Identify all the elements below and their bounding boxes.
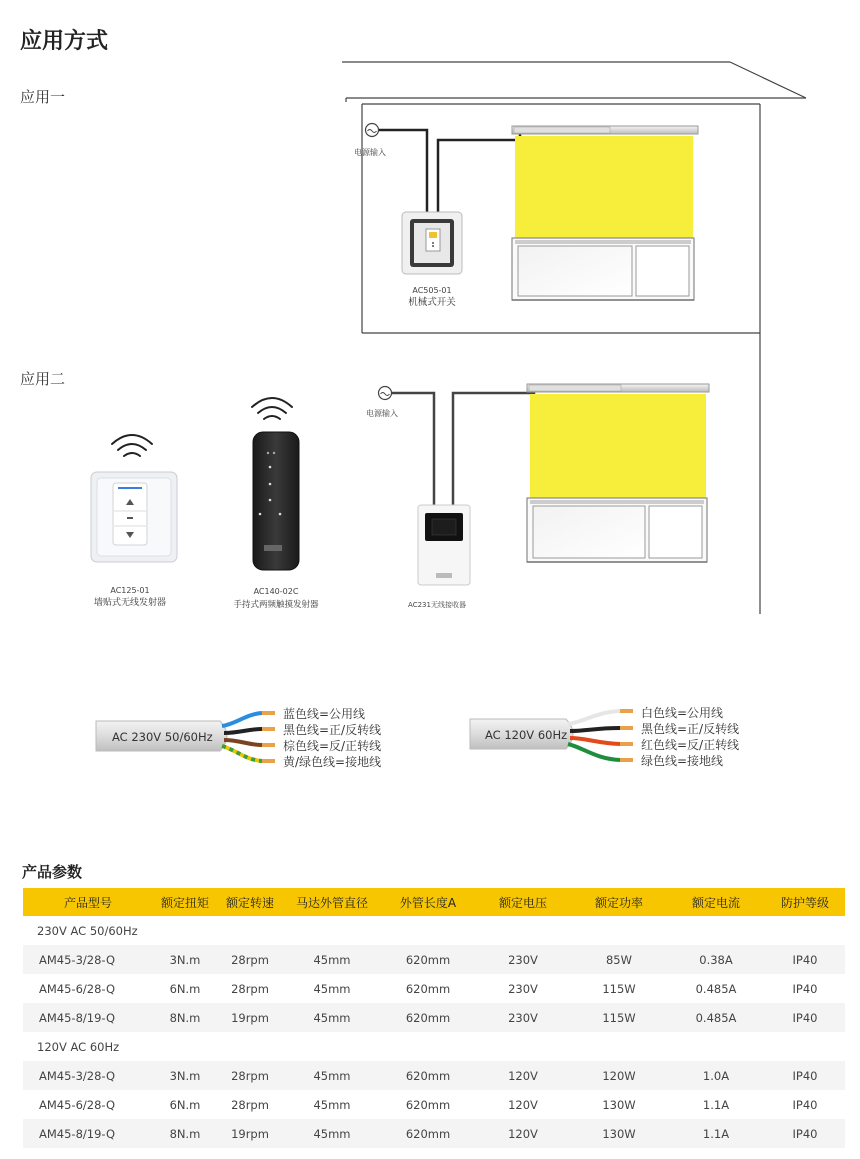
app1-wires bbox=[379, 130, 520, 212]
cell: 45mm bbox=[283, 945, 381, 974]
app2-power-symbol bbox=[379, 387, 392, 400]
cell: IP40 bbox=[765, 945, 845, 974]
cell: 45mm bbox=[283, 1061, 381, 1090]
cell: 230V bbox=[475, 974, 571, 1003]
header-voltage: 额定电压 bbox=[475, 888, 571, 916]
cell: 6N.m bbox=[153, 974, 217, 1003]
app2-power-label: 电源输入 bbox=[366, 409, 398, 418]
cell: 45mm bbox=[283, 1090, 381, 1119]
table-row bbox=[23, 1061, 845, 1090]
wifi-icon bbox=[252, 398, 292, 419]
header-speed: 额定转速 bbox=[217, 888, 283, 916]
cell: 120V bbox=[475, 1090, 571, 1119]
section-title: 应用方式 bbox=[20, 29, 109, 54]
wall-transmitter-model: AC125-01 bbox=[110, 586, 150, 595]
wire-230v-3: 棕色线=反/正转线 bbox=[283, 739, 382, 753]
cell: IP40 bbox=[765, 1061, 845, 1090]
mechanical-switch bbox=[402, 212, 462, 274]
switch-name: 机械式开关 bbox=[408, 297, 456, 308]
switch-model: AC505-01 bbox=[412, 286, 452, 295]
cell: AM45-6/28-Q bbox=[23, 974, 153, 1003]
table-row bbox=[23, 1119, 845, 1148]
cell: IP40 bbox=[765, 974, 845, 1003]
wire-230v-2: 黑色线=正/反转线 bbox=[283, 723, 382, 737]
cell: 0.485A bbox=[667, 974, 765, 1003]
cell: 230V bbox=[475, 1003, 571, 1032]
cell: AM45-6/28-Q bbox=[23, 1090, 153, 1119]
cell: AM45-3/28-Q bbox=[23, 1061, 153, 1090]
table-row bbox=[23, 974, 845, 1003]
group-120v: 120V AC 60Hz bbox=[23, 1032, 845, 1061]
table-row bbox=[23, 945, 845, 974]
cell: 1.1A bbox=[667, 1119, 765, 1148]
table-row bbox=[23, 1003, 845, 1032]
cell: 120V bbox=[475, 1119, 571, 1148]
receiver-label: AC231无线接收器 bbox=[408, 601, 466, 609]
cell: AM45-8/19-Q bbox=[23, 1119, 153, 1148]
handheld-remote bbox=[253, 432, 299, 570]
header-model: 产品型号 bbox=[23, 888, 153, 916]
cell: 620mm bbox=[381, 1003, 475, 1032]
app1-power-label: 电源输入 bbox=[354, 148, 386, 157]
cell: AM45-8/19-Q bbox=[23, 1003, 153, 1032]
wire-230v-4: 黄/绿色线=接地线 bbox=[283, 755, 382, 769]
cell: IP40 bbox=[765, 1119, 845, 1148]
wire-230v-1: 蓝色线=公用线 bbox=[283, 707, 366, 721]
header-current: 额定电流 bbox=[667, 888, 765, 916]
cell: 28rpm bbox=[217, 945, 283, 974]
cell: 115W bbox=[571, 974, 667, 1003]
cell: 130W bbox=[571, 1090, 667, 1119]
cell: 28rpm bbox=[217, 1090, 283, 1119]
cell: 230V bbox=[475, 945, 571, 974]
cell: IP40 bbox=[765, 1003, 845, 1032]
cell: 45mm bbox=[283, 1003, 381, 1032]
handheld-name: 手持式两频触摸发射器 bbox=[233, 600, 319, 610]
wall-transmitter bbox=[91, 472, 177, 562]
cell: 28rpm bbox=[217, 1061, 283, 1090]
cell: 19rpm bbox=[217, 1119, 283, 1148]
cell: 28rpm bbox=[217, 974, 283, 1003]
cell: 620mm bbox=[381, 1090, 475, 1119]
app2-blind-window bbox=[527, 384, 709, 562]
app2-wires bbox=[392, 387, 534, 505]
cell: 8N.m bbox=[153, 1003, 217, 1032]
cell: 19rpm bbox=[217, 1003, 283, 1032]
header-torque: 额定扭矩 bbox=[153, 888, 217, 916]
wire-120v-2: 黑色线=正/反转线 bbox=[641, 722, 740, 736]
table-group-row bbox=[23, 1032, 845, 1061]
cell: 620mm bbox=[381, 945, 475, 974]
cell: 120W bbox=[571, 1061, 667, 1090]
wireless-receiver bbox=[418, 505, 470, 585]
cell: 6N.m bbox=[153, 1090, 217, 1119]
wire-120v-3: 红色线=反/正转线 bbox=[641, 738, 740, 752]
header-diameter: 马达外管直径 bbox=[283, 888, 381, 916]
header-power: 额定功率 bbox=[571, 888, 667, 916]
header-ip: 防护等级 bbox=[765, 888, 845, 916]
table-header-row bbox=[23, 888, 845, 916]
wire-120v-1: 白色线=公用线 bbox=[641, 706, 724, 720]
cell: IP40 bbox=[765, 1090, 845, 1119]
cell: 45mm bbox=[283, 1119, 381, 1148]
cell: 3N.m bbox=[153, 1061, 217, 1090]
cell: 0.485A bbox=[667, 1003, 765, 1032]
cell: 85W bbox=[571, 945, 667, 974]
cell: 45mm bbox=[283, 974, 381, 1003]
wall-transmitter-name: 墙贴式无线发射器 bbox=[93, 598, 167, 608]
cell: 1.0A bbox=[667, 1061, 765, 1090]
cell: 120V bbox=[475, 1061, 571, 1090]
params-title: 产品参数 bbox=[22, 863, 83, 881]
cell: 0.38A bbox=[667, 945, 765, 974]
cell: 3N.m bbox=[153, 945, 217, 974]
table-group-row bbox=[23, 916, 845, 945]
cell: 130W bbox=[571, 1119, 667, 1148]
cell: 115W bbox=[571, 1003, 667, 1032]
group-230v: 230V AC 50/60Hz bbox=[23, 916, 845, 945]
app1-label: 应用一 bbox=[20, 88, 66, 106]
cell: 620mm bbox=[381, 1061, 475, 1090]
wire-120v-4: 绿色线=接地线 bbox=[641, 754, 724, 768]
cable-120v-label: AC 120V 60Hz bbox=[485, 728, 568, 742]
cell: AM45-3/28-Q bbox=[23, 945, 153, 974]
cell: 620mm bbox=[381, 1119, 475, 1148]
cell: 8N.m bbox=[153, 1119, 217, 1148]
cable-230v-label: AC 230V 50/60Hz bbox=[112, 730, 213, 744]
header-length: 外管长度A bbox=[381, 888, 475, 916]
app2-label: 应用二 bbox=[20, 370, 66, 388]
app1-blind-window bbox=[512, 126, 698, 300]
handheld-model: AC140-02C bbox=[253, 587, 299, 596]
table-row bbox=[23, 1090, 845, 1119]
wifi-icon bbox=[112, 435, 152, 456]
app1-power-symbol bbox=[366, 124, 379, 137]
cell: 620mm bbox=[381, 974, 475, 1003]
params-table bbox=[23, 888, 845, 1148]
cell: 1.1A bbox=[667, 1090, 765, 1119]
